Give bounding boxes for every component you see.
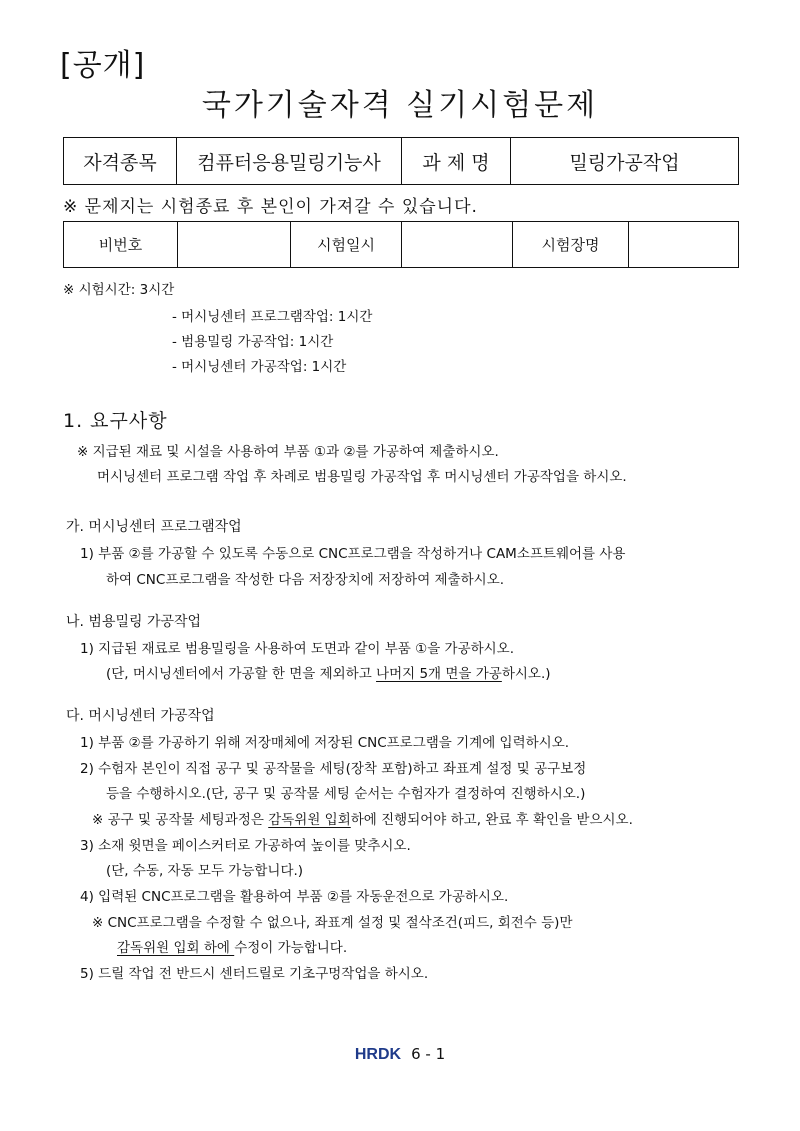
section-b-line (106, 662, 551, 682)
section-a-line: 1) 부품 ②를 가공할 수 있도록 수동으로 CNC프로그램을 작성하거나 CAM소프트웨어를 사용 (80, 546, 626, 562)
page-number: 6 - 1 (411, 1045, 446, 1063)
page-footer (0, 1045, 800, 1064)
exam-time-item: - 머시닝센터 가공작업: 1시간 (172, 359, 347, 375)
section-c-note-text: 수정이 가능합니다. (234, 940, 348, 956)
section-c-underlined: 감독위원 입회 하에 (117, 940, 235, 956)
exam-date-value (402, 222, 513, 268)
hrdk-logo: HRDK (354, 1046, 402, 1063)
section-c-line: 등을 수행하시오.(단, 공구 및 공작물 세팅 순서는 수험자가 결정하여 진행하시오.) (106, 786, 586, 802)
requirements-intro: 머시닝센터 프로그램 작업 후 차례로 범용밀링 가공작업 후 머시닝센터 가공작업을 하시오. (97, 469, 627, 485)
section-a-heading: 가. 머시닝센터 프로그램작업 (66, 519, 242, 535)
requirements-heading: 1. 요구사항 (63, 410, 168, 432)
section-c-note-text: 하에 진행되어야 하고, 완료 후 확인을 받으시오. (350, 812, 633, 828)
public-tag: [공개] (60, 48, 146, 83)
task-name-label: 과 제 명 (402, 138, 511, 185)
exam-place-label: 시험장명 (513, 222, 629, 268)
section-b-heading: 나. 범용밀링 가공작업 (66, 614, 202, 630)
qualification-type-label: 자격종목 (64, 138, 177, 185)
notice-text: ※ 문제지는 시험종료 후 본인이 가져갈 수 있습니다. (63, 197, 478, 217)
section-c-note: ※ CNC프로그램을 수정할 수 없으나, 좌표계 설정 및 절삭조건(피드, 회전수 등)만 (92, 915, 573, 931)
page-title: 국가기술자격 실기시험문제 (201, 88, 599, 123)
candidate-id-value (178, 222, 291, 268)
section-c-line: 1) 부품 ②를 가공하기 위해 저장매체에 저장된 CNC프로그램을 기계에 입력하시오. (80, 735, 570, 751)
section-c-line: (단, 수동, 자동 모두 가능합니다.) (106, 863, 304, 879)
exam-time-item: - 범용밀링 가공작업: 1시간 (172, 334, 334, 350)
qualification-type-value: 컴퓨터응용밀링기능사 (177, 138, 402, 185)
exam-time-total: ※ 시험시간: 3시간 (63, 282, 175, 298)
section-b-underlined: 나머지 5개 면을 가공 (376, 666, 502, 682)
section-c-note (117, 936, 347, 956)
section-c-underlined: 감독위원 입회 (268, 812, 351, 828)
exam-date-label: 시험일시 (291, 222, 402, 268)
section-a-line: 하여 CNC프로그램을 작성한 다음 저장장치에 저장하여 제출하시오. (106, 572, 505, 588)
section-b-line: 1) 지급된 재료로 범용밀링을 사용하여 도면과 같이 부품 ①을 가공하시오. (80, 641, 515, 657)
section-b-line-text: 하시오.) (501, 666, 551, 682)
section-c-heading: 다. 머시닝센터 가공작업 (66, 708, 215, 724)
section-b-line-text: (단, 머시닝센터에서 가공할 한 면을 제외하고 (106, 666, 377, 682)
section-c-line: 5) 드릴 작업 전 반드시 센터드릴로 기초구멍작업을 하시오. (80, 966, 429, 982)
exam-place-value (629, 222, 739, 268)
section-c-note-text: ※ 공구 및 공작물 세팅과정은 (92, 812, 269, 828)
section-c-note (92, 808, 633, 828)
section-c-line: 4) 입력된 CNC프로그램을 활용하여 부품 ②를 자동운전으로 가공하시오. (80, 889, 509, 905)
task-name-value: 밀링가공작업 (511, 138, 739, 185)
qualification-table (63, 137, 739, 185)
requirements-intro: ※ 지급된 재료 및 시설을 사용하여 부품 ①과 ②를 가공하여 제출하시오. (77, 444, 499, 460)
candidate-table (63, 221, 739, 268)
exam-time-item: - 머시닝센터 프로그램작업: 1시간 (172, 309, 373, 325)
candidate-id-label: 비번호 (64, 222, 178, 268)
section-c-line: 2) 수험자 본인이 직접 공구 및 공작물을 세팅(장착 포함)하고 좌표계 설정 및 공구보정 (80, 761, 587, 777)
section-c-line: 3) 소재 윗면을 페이스커터로 가공하여 높이를 맞추시오. (80, 838, 411, 854)
